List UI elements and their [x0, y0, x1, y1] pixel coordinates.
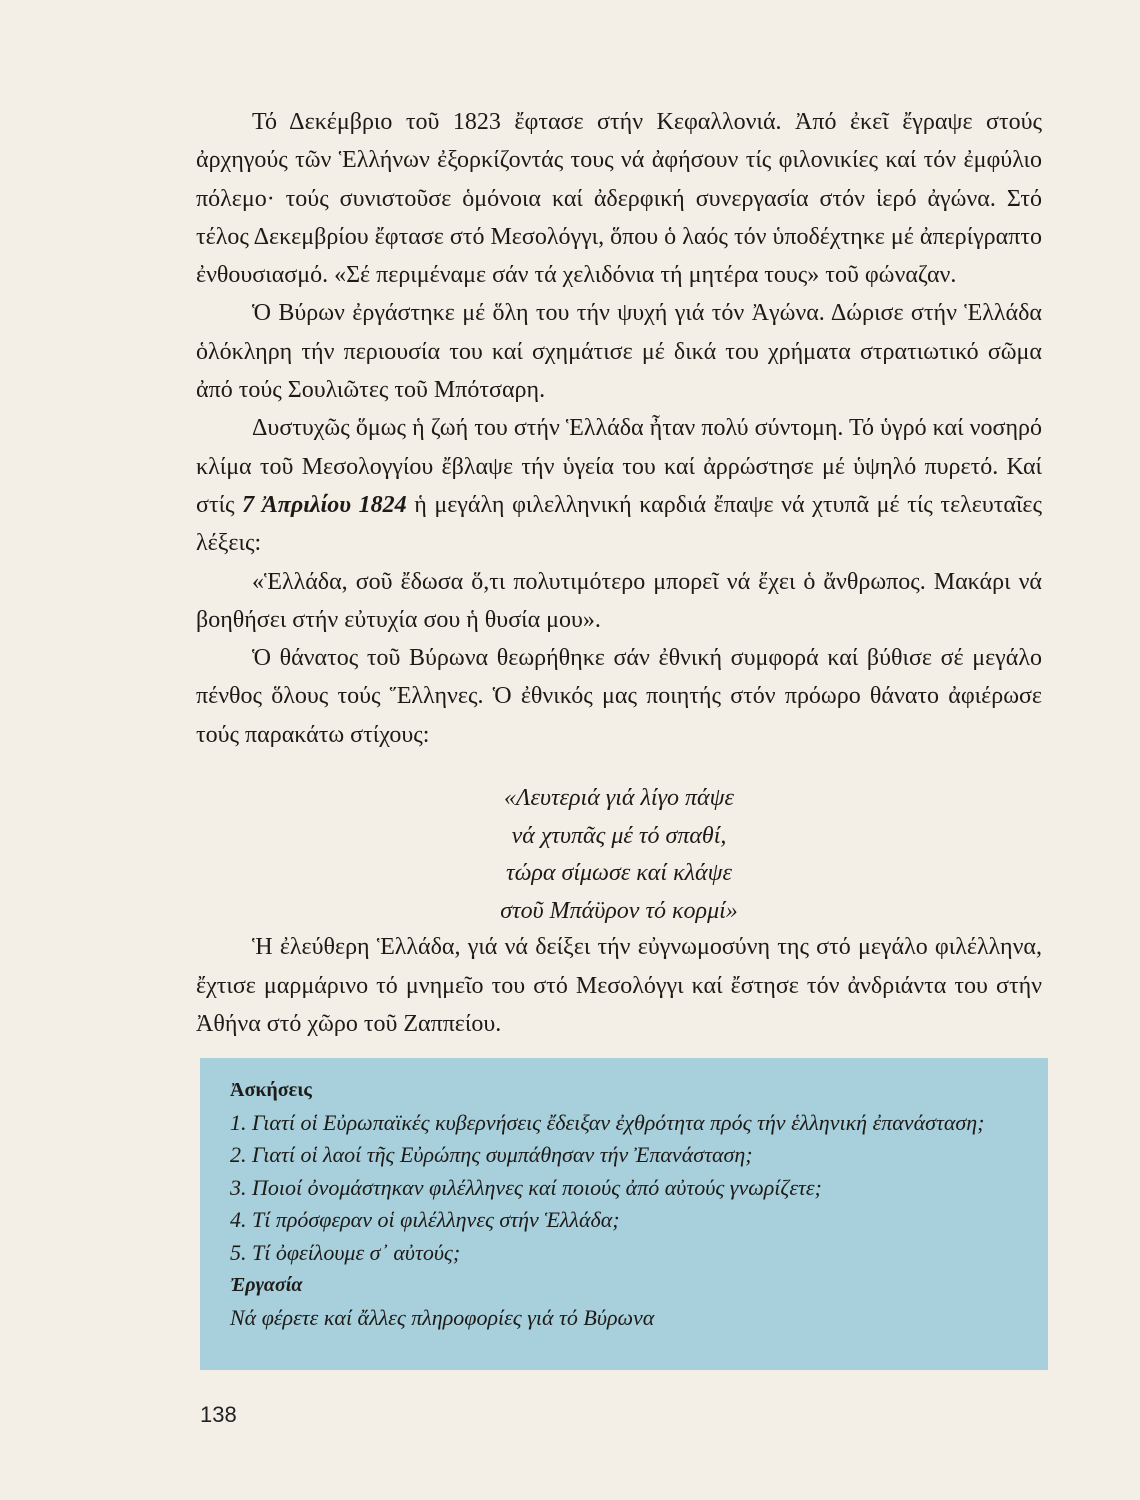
- paragraph-mourning: Ὁ θάνατος τοῦ Βύρωνα θεωρήθηκε σάν ἐθνική συμφορά καί βύθισε σέ μεγάλο πένθος ὅλους τούς Ἕλληνες. Ὁ ἐθνικός μας ποιητής στόν πρόωρο θάνατο ἀφιέρωσε τούς παρακάτω στίχους:: [196, 645, 1042, 748]
- work-heading: Ἐργασία: [230, 1274, 303, 1296]
- paragraph-monument: Ἡ ἐλεύθερη Ἑλλάδα, γιά νά δείξει τήν εὐγνωμοσύνη της στό μεγάλο φιλέλληνα, ἔχτισε μαρμάρινο τό μνημεῖο του στό Μεσολόγγι καί ἔστησε τόν ἀνδριάντα του στήν Ἀθήνα στό χῶρο τοῦ Ζαππείου.: [196, 934, 1042, 1037]
- poem: [196, 780, 1042, 930]
- death-date: 7 Ἀπριλίου 1824: [242, 491, 407, 518]
- exercise-item: 3. Ποιοί ὀνομάστηκαν φιλέλληνες καί ποιούς ἀπό αὐτούς γνωρίζετε;: [230, 1174, 822, 1200]
- exercises-content: [230, 1074, 1030, 1334]
- poem-line: τώρα σίμωσε καί κλάψε: [506, 860, 732, 886]
- paragraph-last-words: «Ἑλλάδα, σοῦ ἔδωσα ὅ,τι πολυτιμότερο μπορεῖ νά ἔχει ὁ ἄνθρωπος. Μακάρι νά βοηθήσει στήν εὐτυχία σου ἡ θυσία μου».: [196, 568, 1042, 633]
- death-text-after: ἡ μεγάλη φιλελληνική καρδιά ἔπαψε νά χτυπᾶ μέ τίς τελευταῖες λέξεις:: [196, 491, 1042, 557]
- page-number: 138: [200, 1402, 237, 1427]
- poem-line: νά χτυπᾶς μέ τό σπαθί,: [511, 822, 727, 849]
- work-text: Νά φέρετε καί ἄλλες πληροφορίες γιά τό Βύρωνα: [230, 1304, 655, 1330]
- paragraph-work: Ὁ Βύρων ἐργάστηκε μέ ὅλη του τήν ψυχή γιά τόν Ἀγώνα. Δώρισε στήν Ἑλλάδα ὁλόκληρη τήν περιουσία του καί σχημάτισε μέ δικά του χρήματα στρατιωτικό σῶμα ἀπό τούς Σουλιῶτες τοῦ Μπότσαρη.: [196, 300, 1042, 404]
- paragraph-arrival: Τό Δεκέμβριο τοῦ 1823 ἔφτασε στήν Κεφαλλονιά. Ἀπό ἐκεῖ ἔγραψε στούς ἀρχηγούς τῶν Ἑλλήνων ἐξορκίζοντάς τους νά ἀφήσουν τίς φιλονικίες καί τόν ἐμφύλιο πόλεμο· τούς συνιστοῦσε ὁμόνοια καί ἀδερφική συνεργασία στόν ἱερό ἀγώνα. Στό τέλος Δεκεμβρίου ἔφτασε στό Μεσολόγγι, ὅπου ὁ λαός τόν ὑποδέχτηκε μέ ἀπερίγραπτο ἐνθουσιασμό. «Σέ περιμέναμε σάν τά χελιδόνια τή μητέρα τους» τοῦ φώναζαν.: [196, 109, 1042, 289]
- closing-paragraph: [196, 928, 1042, 1044]
- exercises-box: [200, 1058, 1048, 1370]
- poem-line: στοῦ Μπάϋρον τό κορμί»: [500, 897, 738, 924]
- exercise-item: 5. Τί ὀφείλουμε σ᾽ αὐτούς;: [230, 1239, 461, 1265]
- exercise-item: 2. Γιατί οἱ λαοί τῆς Εὐρώπης συμπάθησαν τήν Ἐπανάσταση;: [230, 1142, 753, 1167]
- exercise-item: 1. Γιατί οἱ Εὐρωπαϊκές κυβερνήσεις ἔδειξαν ἐχθρότητα πρός τήν ἑλληνική ἐπανάσταση;: [230, 1109, 985, 1135]
- death-text-before: Δυστυχῶς ὅμως ἡ ζωή του στήν Ἑλλάδα ἦταν πολύ σύντομη. Τό ὑγρό καί νοσηρό κλίμα τοῦ Μεσολογγίου ἔβλαψε τήν ὑγεία του καί ἀρρώστησε μέ ὑψηλό πυρετό. Καί στίς: [196, 415, 1042, 518]
- exercises-heading: Ἀσκήσεις: [230, 1079, 312, 1101]
- paragraph-death: [196, 409, 1042, 562]
- poem-line: «Λευτεριά γιά λίγο πάψε: [503, 785, 735, 811]
- main-text: [196, 103, 1042, 754]
- exercise-item: 4. Τί πρόσφεραν οἱ φιλέλληνες στήν Ἑλλάδα;: [230, 1207, 620, 1232]
